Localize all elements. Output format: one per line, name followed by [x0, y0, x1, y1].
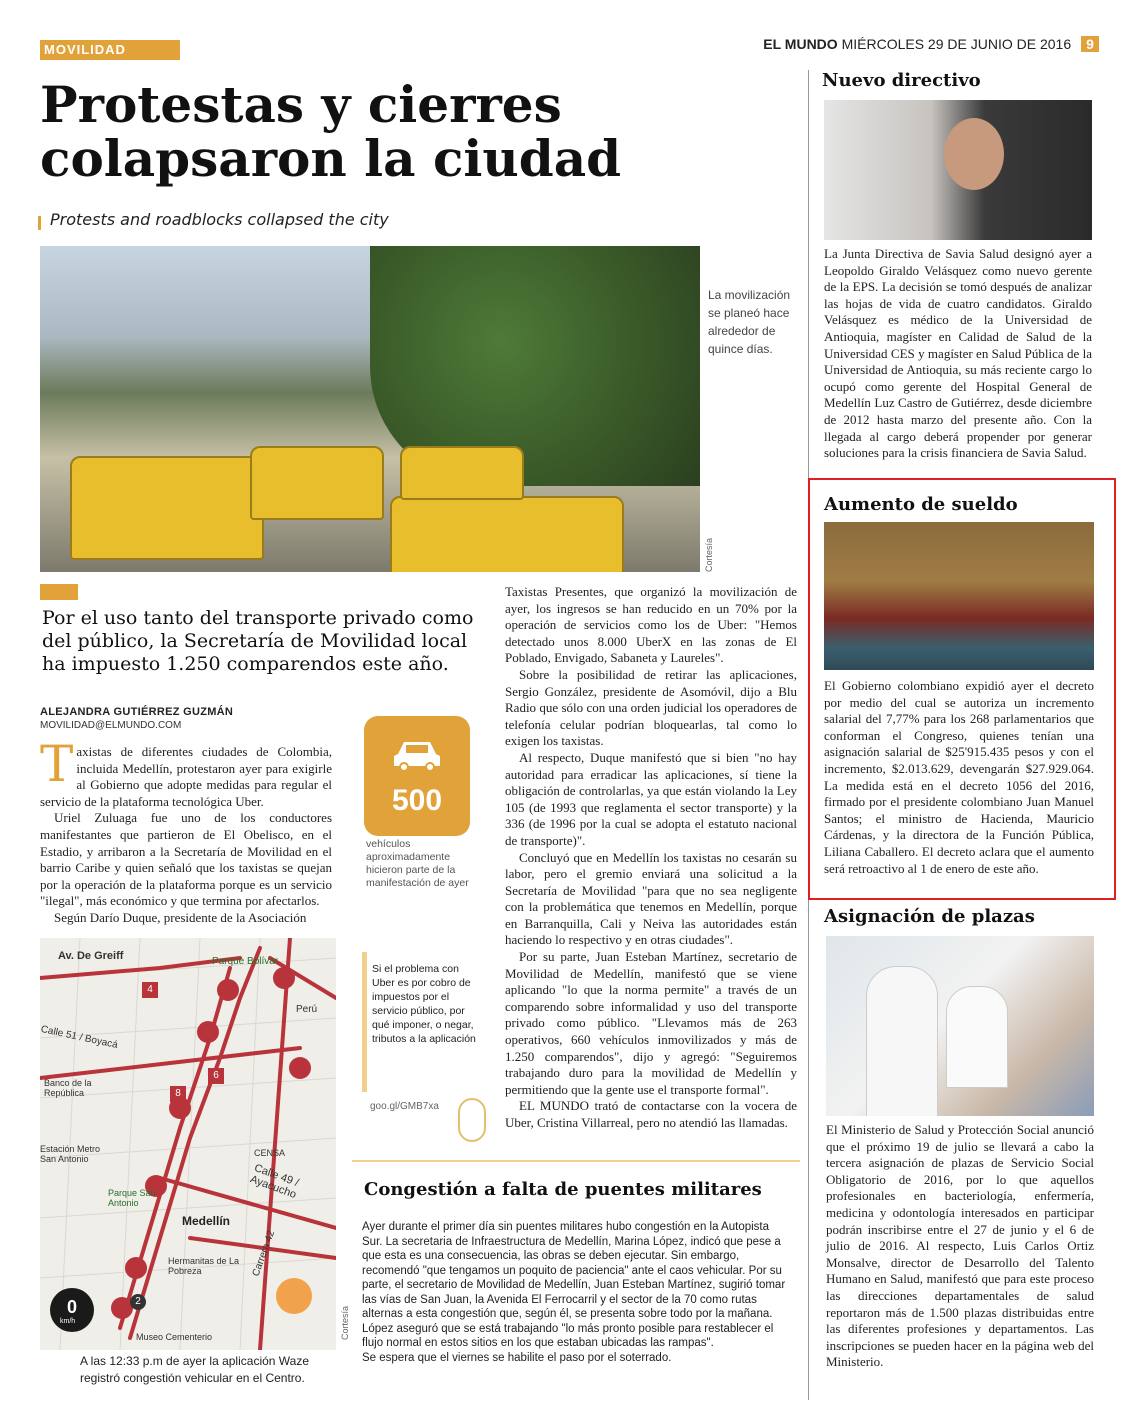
paragraph: Ayer durante el primer día sin puentes militares hubo congestión en la Autopista Sur. La secretaria de Infraestructura de Medellín, Marina López, indicó que pese a que esta es una consecuencia, las obras se deben ejecutar. Sin embargo, recomendó "que tengamos un poquito de paciencia" ante el caos vehicular. Por su parte, el secretario de Movilidad de Medellín, Juan Esteban Martínez, sugirió tomar las vías de San Juan, la Avenida El Ferrocarril y el sector de la 70 como rutas alternas a esta congestión que, según él, se presenta sobre todo por la mañana.	[362, 1221, 786, 1320]
paragraph: Según Darío Duque, presidente de la Asociación	[54, 909, 307, 925]
congestion-title: Congestión a falta de puentes militares	[364, 1179, 762, 1200]
masthead	[763, 36, 1099, 52]
photo-taxi	[70, 456, 264, 560]
directivo-text: La Junta Directiva de Savia Salud designó ayer a Leopoldo Giraldo Velásquez como nuevo gerente de la EPS. La decisión se tomó después de analizar las hojas de vida de cuatro candidatos. Giraldo Velásquez es médico de la Universidad de Antioquia, magíster en Calidad de Salud de la Universidad CES y magíster en Salud Pública de la Universidad de Antioquia, su más reciente cargo lo ocupó como gerente del Hospital General de Medellín Luz Castro de Gutiérrez, desde diciembre de 2012 hasta marzo del presente año. Con la llegada al cargo deberá propender por generar soluciones para la crisis financiera de Savia Salud.	[824, 246, 1092, 461]
map-label: Museo Cementerio	[136, 1332, 213, 1342]
map-badge: 4	[142, 982, 158, 998]
paragraph: Uriel Zuluaga fue uno de los conductores manifestantes que partieron de El Obelisco, en el Estadio, y arribaron a la Secretaría de Movilidad en el barrio Caribe y quien señaló que los taxistas se quejan por la operación de la plataforma porque es un servicio "ilegal", más económico y que termina por afectarlos.	[40, 810, 332, 909]
map-label: Calle 49 / Ayacucho	[248, 1162, 301, 1202]
paragraph: axistas de diferentes ciudades de Colombia, incluida Medellín, protestaron ayer para exigirle al Gobierno que adopte medidas para regular el servicio de la plataforma tecnológica Uber.	[40, 744, 332, 809]
author-name: ALEJANDRA GUTIÉRREZ GUZMÁN	[40, 706, 234, 718]
map-badge: 2	[130, 1294, 146, 1310]
paragraph: Taxistas Presentes, que organizó la movilización de ayer, los ingresos se han reducido en un 70% por la operación de servicios como los de Uber: "Hemos detectado unos 8.000 UberX en las zonas de El Poblado, Envigado, Sabaneta y Laureles".	[505, 584, 797, 666]
map-label: Carrera 42	[250, 1229, 278, 1278]
map-label: CENSA	[254, 1148, 286, 1158]
map-credit: Cortesía	[340, 1305, 350, 1340]
paragraph: Por su parte, Juan Esteban Martínez, secretario de Movilidad de Medellín, manifestó que se viene aplicando "lo que la norma permite" a través de un comparendo sobre informalidad y uso del transporte privado como público. "Llevamos más de 263 operativos, 660 vehículos inmovilizados y más de 1.250 comparendos", dijo y agregó: "Seguiremos trabajando duro para la movilidad de Medellín y permitiendo que la gente use el transporte formal".	[505, 949, 797, 1097]
paragraph: Sobre la posibilidad de retirar las aplicaciones, Sergio González, presidente de Asomóvil, dijo a Blu Radio que sólo con una orden judicial los operadores de telefonía celular podrían bloquearlas, tal como lo exigen los taxistas.	[505, 666, 797, 749]
english-subtitle: Protests and roadblocks collapsed the city	[50, 210, 389, 229]
congestion-text	[362, 1220, 790, 1365]
article-column-2	[505, 584, 797, 1132]
plazas-title: Asignación de plazas	[824, 906, 1035, 927]
map-label: Hermanitas de La Pobreza	[168, 1256, 240, 1276]
speed-unit: km/h	[60, 1318, 76, 1325]
doctor-figure	[866, 966, 938, 1116]
lead-paragraph: Por el uso tanto del transporte privado como del público, la Secretaría de Movilidad local ha impuesto 1.250 comparendos este año.	[42, 607, 474, 675]
map-badge: 6	[208, 1068, 224, 1084]
map-label: Estación Metro San Antonio	[40, 1144, 101, 1164]
page-number: 9	[1081, 36, 1099, 52]
alert-icon	[276, 1278, 312, 1314]
map-badge: 8	[170, 1086, 186, 1102]
mouse-icon	[458, 1098, 486, 1142]
nurse-figure	[946, 986, 1008, 1088]
box-rule	[352, 1160, 800, 1162]
vehicles-caption: vehículos aproximadamente hicieron parte de la manifestación de ayer	[366, 838, 469, 889]
paragraph: Al respecto, Duque manifestó que si bien "no hay autoridad para erradicar las aplicaciones, sí tiene la obligación de controlarlas, ya que están violando la Ley 105 (de 1993 que reglamenta el sector transporte) y la 336 (de 1996 por la cual se adopta el estatuto nacional de transporte)".	[505, 749, 797, 848]
photo-taxi	[400, 446, 524, 500]
paper-name: EL MUNDO	[763, 36, 838, 52]
vehicles-badge	[364, 716, 470, 836]
headline: Protestas y cierres colapsaron la ciudad	[40, 75, 622, 188]
paragraph: López aseguró que se está trabajando "lo más pronto posible para restablecer el flujo normal en estos sitios en los que estaban ubicadas las rampas".	[362, 1322, 774, 1349]
map-caption: A las 12:33 p.m de ayer la aplicación Waze registró congestión vehicular en el Centro.	[80, 1354, 310, 1385]
section-tag: MOVILIDAD	[40, 40, 180, 60]
lead-marker	[40, 584, 78, 600]
aside-question: Si el problema con Uber es por cobro de impuestos por el servicio público, por qué imponer, o negar, tributos a la aplicación	[372, 963, 476, 1045]
directivo-title: Nuevo directivo	[822, 70, 981, 91]
paragraph: Se espera que el viernes se habilite el paso por el soterrado.	[362, 1351, 672, 1364]
photo-caption: La movilización se planeó hace alrededor de quince días.	[708, 288, 791, 356]
map-label: Perú	[296, 1004, 318, 1015]
portrait-head	[944, 118, 1004, 190]
directivo-photo	[824, 100, 1092, 240]
aside-url: goo.gl/GMB7xa	[370, 1101, 439, 1112]
map-label: Parque Bolívar	[212, 956, 279, 967]
plazas-text: El Ministerio de Salud y Protección Social anunció que el próximo 19 de julio se llevará a cabo la tercera asignación de plazas de Servicio Social Obligatorio de 2016, por lo que aquellos profesionales en bacteriología, enfermería, medicina y odontología interesados en participar podrán inscribirse entre el 27 de junio y el 6 de julio de 2016. Al respecto, Luis Carlos Ortiz Monsalve, director de Desarrollo del Talento Humano en Salud, manifestó que para este proceso las direcciones departamentales de salud reportaron más de 1.500 plazas distribuidas entre las diferentes profesiones y departamentos. Las inscripciones se pueden hacer en la página web del Ministerio.	[826, 1122, 1094, 1370]
paragraph: EL MUNDO trató de contactarse con la vocera de Uber, Cristina Villarreal, pero no atendió las llamadas.	[505, 1098, 797, 1130]
author-email: MOVILIDAD@ELMUNDO.COM	[40, 720, 182, 731]
sueldo-text: El Gobierno colombiano expidió ayer el decreto por medio del cual se autoriza un incremento salarial del 7,77% para los 268 parlamentarios que conforman el Congreso, quienes tenían una asignación salarial de $25'915.435 pesos y con el incremento, $2.013.629, devengarán $27.929.064. La medida está en el decreto 1056 del 2016, firmado por el presidente colombiano Juan Manuel Santos; el ministro de Hacienda, Mauricio Cárdenas, y la directora de la Función Pública, Liliana Caballero. El decreto aclara que el aumento será retroactivo al 1 de enero de este año.	[824, 678, 1094, 876]
taxi-protest-photo	[40, 246, 700, 572]
issue-date: MIÉRCOLES 29 DE JUNIO DE 2016	[841, 36, 1072, 52]
map-label: Medellín	[182, 1214, 231, 1228]
speed-value: 0	[66, 1297, 77, 1317]
dropcap: T	[40, 735, 74, 793]
aside-bar	[362, 952, 367, 1092]
map-label: Parque San Antonio	[108, 1188, 156, 1208]
map-label: Calle 51 / Boyacá	[40, 1023, 119, 1052]
vehicles-count: 500	[391, 784, 443, 817]
waze-map	[40, 938, 336, 1350]
paragraph: Concluyó que en Medellín los taxistas no cesarán su labor, pero el gremio enviará una solicitud a la Secretaría de Movilidad "para que no sea negligente con la problemática que tenemos en Medellín, porque en Barranquilla, Cali y Neiva las autoridades están haciendo lo respectivo y en otras ciudades".	[505, 849, 797, 948]
congress-photo	[824, 522, 1094, 670]
speedometer	[50, 1288, 94, 1332]
photo-taxi	[390, 496, 624, 572]
map-label: Av. De Greiff	[58, 950, 124, 962]
map-label: Banco de la República	[44, 1078, 92, 1098]
article-column-1	[40, 735, 332, 927]
medical-photo	[826, 936, 1094, 1116]
sueldo-title: Aumento de sueldo	[824, 494, 1018, 515]
car-icon	[390, 738, 444, 772]
photo-taxi	[250, 446, 384, 520]
photo-credit: Cortesía	[704, 537, 714, 572]
